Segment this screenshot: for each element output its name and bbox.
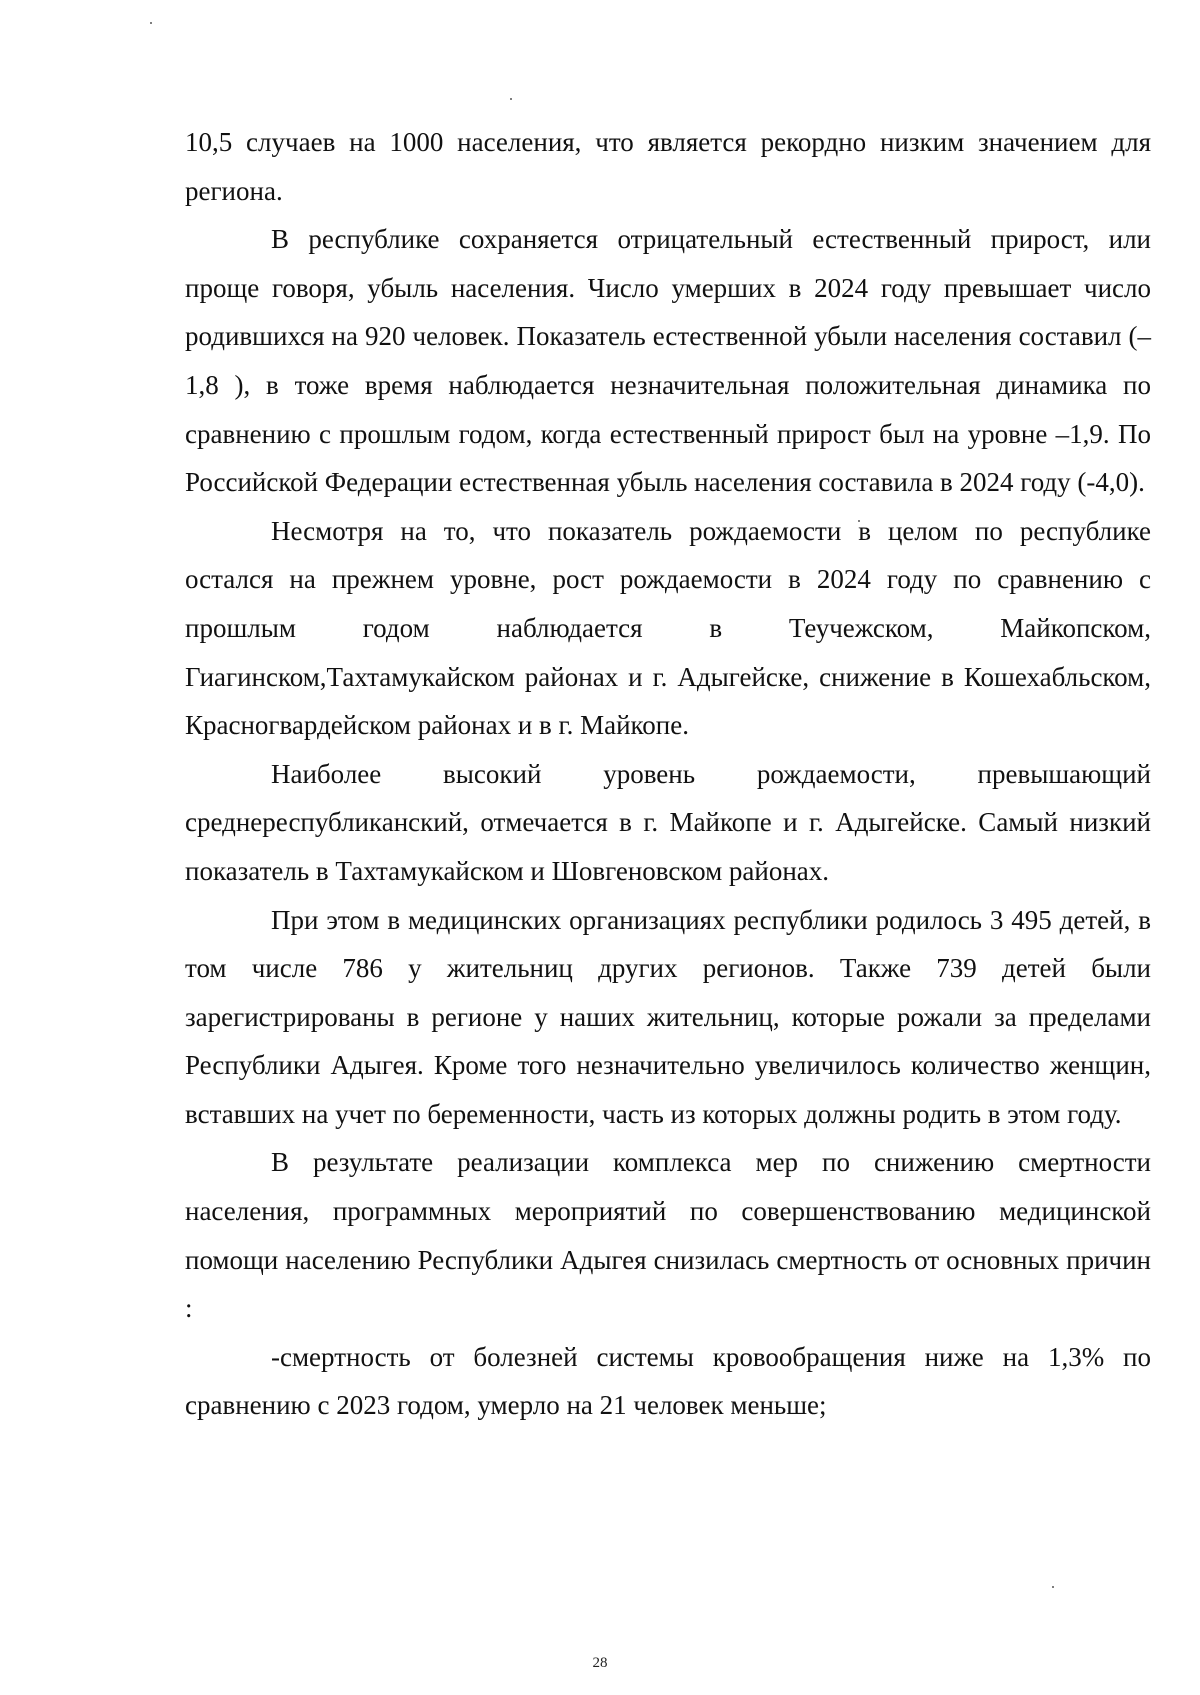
paragraph-highest-lowest-birth-rate: Наиболее высокий уровень рождаемости, превышающий среднереспубликанский, отмечается в г. Майкопе и г. Адыгейске. Самый низкий показатель в Тахтамукайском и Шовгеновском районах.: [185, 758, 1151, 886]
scan-speck: [150, 22, 152, 24]
body-text: [185, 118, 1151, 1430]
scan-speck: [510, 98, 512, 100]
paragraph-birth-rate-continued: 10,5 случаев на 1000 населения, что является рекордно низким значением для региона.: [185, 127, 1151, 206]
paragraph-district-birth-trends: Несмотря на то, что показатель рождаемости в целом по республике остался на прежнем уровне, рост рождаемости в 2024 году по сравнению с прошлым годом наблюдается в Теучежском, Майкопском, Гиагинском,Тахтамукайском районах и г. Адыгейске, снижение в Кошехабльском, Красногвардейском районах и в г. Майкопе.: [185, 515, 1151, 741]
paragraph-mortality-measures: В результате реализации комплекса мер по снижению смертности населения, программных мероприятий по совершенствованию медицинской помощи населению Республики Адыгея снизилась смертность от основных причин :: [185, 1147, 1151, 1324]
paragraph-natural-decline: В республике сохраняется отрицательный естественный прирост, или проще говоря, убыль населения. Число умерших в 2024 году превышает число родившихся на 920 человек. Показатель естественной убыли населения составил (– 1,8 ), в тоже время наблюдается незначительная положительная динамика по сравнению с прошлым годом, когда естественный прирост был на уровне –1,9. По Российской Федерации естественная убыль населения составила в 2024 году (-4,0).: [185, 224, 1151, 498]
page-number: 28: [592, 1655, 608, 1671]
paragraph-births-in-medical-organizations: При этом в медицинских организациях республики родилось 3 495 детей, в том числе 786 у жительниц других регионов. Также 739 детей были зарегистрированы в регионе у наших жительниц, которые рожали за пределами Республики Адыгея. Кроме того незначительно увеличилось количество женщин, вставших на учет по беременности, часть из которых должны родить в этом году.: [185, 904, 1151, 1129]
scan-speck: [1052, 1586, 1054, 1588]
paragraph-circulatory-mortality: -смертность от болезней системы кровообращения ниже на 1,3% по сравнению с 2023 годом, умерло на 21 человек меньше;: [185, 1341, 1151, 1421]
